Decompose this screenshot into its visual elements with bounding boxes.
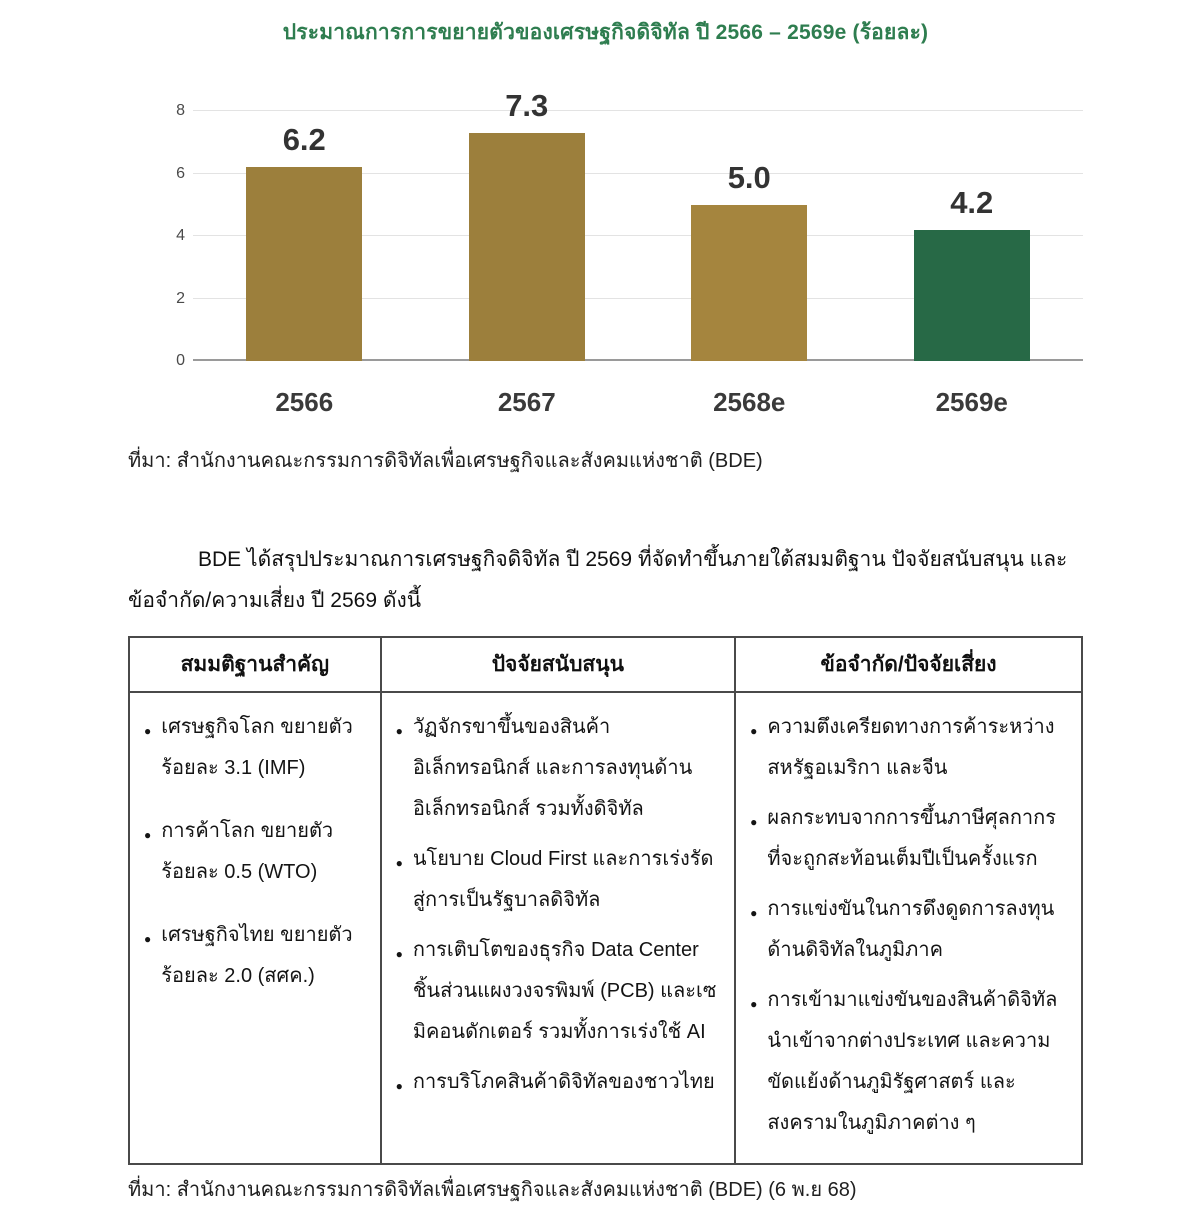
list-item-text: การบริโภคสินค้าดิจิทัลของชาวไทย [412,1070,715,1093]
list-item-text: การเติบโตของธุรกิจ Data Center ชิ้นส่วนแผงวงจรพิมพ์ (PCB) และเซมิคอนดักเตอร์ รวมทั้งการเร่งใช้ AI [412,938,717,1043]
intro-paragraph: BDE ได้สรุปประมาณการเศรษฐกิจดิจิทัล ปี 2569 ที่จัดทำขึ้นภายใต้สมมติฐาน ปัจจัยสนับสนุน และข้อจำกัด/ความเสี่ยง ปี 2569 ดังนี้ [128,548,1068,612]
list-item-text: เศรษฐกิจโลก ขยายตัว ร้อยละ 3.1 (IMF) [161,715,353,779]
chart-y-tick-label: 6 [176,164,185,182]
chart-plot-area [176,87,1083,369]
chart-bars [193,87,1083,361]
chart-bar [914,230,1030,361]
list-item [396,1062,721,1103]
bullet-icon: ● [144,931,152,946]
chart-y-tick-label: 0 [176,352,185,369]
chart-bar-slot [638,111,861,361]
chart-bar-slot [193,111,416,361]
chart-x-tick-label: 2566 [275,387,334,417]
table-body-row [129,692,1082,1164]
list-item-text: ความตึงเครียดทางการค้าระหว่างสหรัฐอเมริกา และจีน [767,715,1055,779]
chart-x-labels [193,387,1083,418]
assumptions-table [128,636,1083,1165]
chart-y-tick-label: 4 [176,227,185,244]
list-item [750,798,1067,880]
list-item [396,930,721,1053]
chart-x-tick-label: 2568e [713,387,786,417]
bullet-icon: ● [395,723,403,738]
chart-y-tick-label: 8 [176,102,185,119]
list-item-text: การค้าโลก ขยายตัว ร้อยละ 0.5 (WTO) [161,819,334,883]
list-item [750,980,1067,1144]
chart-bar-value-label: 5.0 [727,159,771,195]
chart-y-tick-label: 2 [176,289,185,307]
list-item [144,811,366,893]
list-item-text: นโยบาย Cloud First และการเร่งรัดสู่การเป็นรัฐบาลดิจิทัล [412,847,714,911]
cell-risk-factors [735,692,1082,1164]
chart-x-tick-label: 2567 [497,387,556,417]
bullet-icon: ● [395,1078,403,1093]
bullet-icon: ● [750,996,758,1011]
bullet-icon: ● [750,723,758,738]
chart-bar-value-label: 7.3 [505,87,549,123]
chart-bar [691,205,807,361]
chart-bar-slot [416,87,639,361]
bullet-icon: ● [750,905,758,920]
bullet-icon: ● [144,723,152,738]
bar-chart [128,87,1083,418]
cell-support-factors [381,692,736,1164]
list-item-text: วัฏจักรขาขึ้นของสินค้าอิเล็กทรอนิกส์ และการลงทุนด้านอิเล็กทรอนิกส์ รวมทั้งดิจิทัล [412,715,693,820]
bullet-icon: ● [395,855,403,870]
table-header-row [129,637,1082,692]
chart-bar-value-label: 4.2 [950,184,994,220]
list-item [750,889,1067,971]
list-item [396,707,721,830]
chart-source: ที่มา: สำนักงานคณะกรรมการดิจิทัลเพื่อเศรษฐกิจและสังคมแห่งชาติ (BDE) [128,450,763,472]
table-header-assumptions: สมมติฐานสำคัญ [129,637,381,692]
chart-bar [246,167,362,361]
bullet-icon: ● [144,827,152,842]
bullet-icon: ● [750,814,758,829]
table-source: ที่มา: สำนักงานคณะกรรมการดิจิทัลเพื่อเศรษฐกิจและสังคมแห่งชาติ (BDE) (6 พ.ย 68) [128,1178,857,1201]
list-item [396,839,721,921]
cell-assumptions [129,692,381,1164]
list-item-text: การเข้ามาแข่งขันของสินค้าดิจิทัลนำเข้าจากต่างประเทศ และความขัดแย้งด้านภูมิรัฐศาสตร์ และสงครามในภูมิภาคต่าง ๆ [767,988,1058,1134]
table-header-support-factors: ปัจจัยสนับสนุน [381,637,736,692]
chart-bar-slot [861,111,1084,361]
chart-bar-value-label: 6.2 [282,122,326,158]
chart-x-tick-label: 2569e [935,387,1008,417]
list-item-text: เศรษฐกิจไทย ขยายตัว ร้อยละ 2.0 (สศค.) [161,923,353,987]
list-item-text: ผลกระทบจากการขึ้นภาษีศุลกากรที่จะถูกสะท้อนเต็มปีเป็นครั้งแรก [767,806,1057,870]
list-item [144,915,366,997]
list-item [144,707,366,789]
bullet-icon: ● [395,946,403,961]
list-item-text: การแข่งขันในการดึงดูดการลงทุนด้านดิจิทัลในภูมิภาค [767,897,1055,961]
list-item [750,707,1067,789]
table-header-risk-factors: ข้อจำกัด/ปัจจัยเสี่ยง [735,637,1082,692]
chart-bar [469,133,585,361]
page-title: ประมาณการการขยายตัวของเศรษฐกิจดิจิทัล ปี 2566 – 2569e (ร้อยละ) [282,21,929,44]
